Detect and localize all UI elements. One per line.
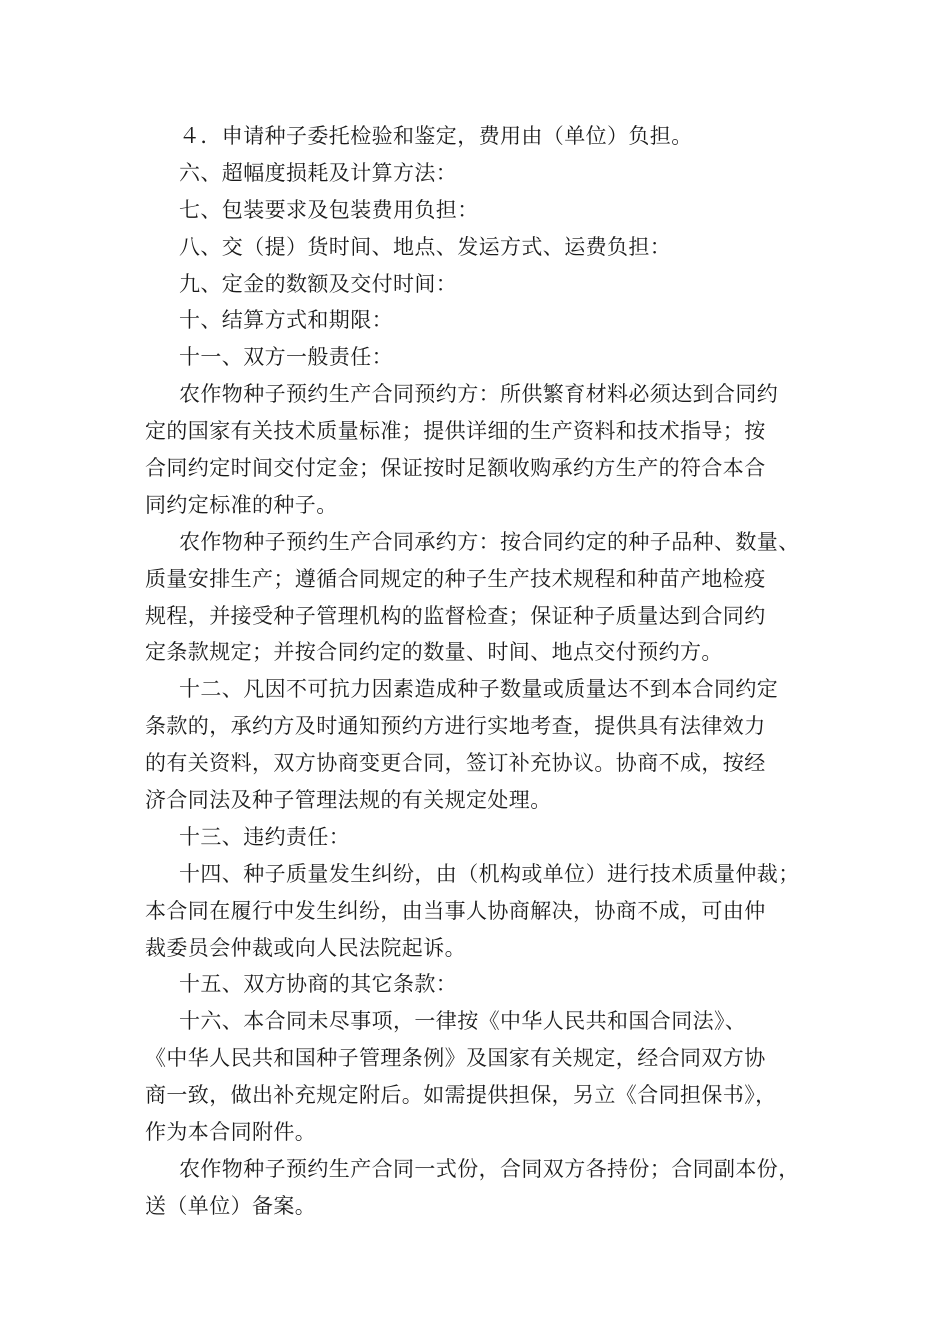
text-line: 九、定金的数额及交付时间： <box>179 271 458 296</box>
text-line: 合同约定时间交付定金；保证按时足额收购承约方生产的符合本合 <box>145 456 766 481</box>
text-line: 农作物种子预约生产合同一式份，合同双方各持份；合同副本份， <box>179 1156 800 1181</box>
text-line: 七、包装要求及包装费用负担： <box>179 197 479 222</box>
text-line: 十五、双方协商的其它条款： <box>179 972 458 997</box>
text-line: 条款的，承约方及时通知预约方进行实地考查，提供具有法律效力 <box>145 714 766 739</box>
text-line: 十六、本合同未尽事项，一律按《中华人民共和国合同法》、 <box>179 1009 747 1034</box>
text-line: 十、结算方式和期限： <box>179 308 393 333</box>
text-line: 定条款规定；并按合同约定的数量、时间、地点交付预约方。 <box>145 640 723 665</box>
text-line: 同约定标准的种子。 <box>145 492 338 517</box>
text-line: 十三、违约责任： <box>179 824 351 849</box>
text-line: 作为本合同附件。 <box>145 1120 317 1145</box>
text-line: 农作物种子预约生产合同预约方：所供繁育材料必须达到合同约 <box>179 382 779 407</box>
text-line: 八、交（提）货时间、地点、发运方式、运费负担： <box>179 234 672 259</box>
text-line: 的有关资料，双方协商变更合同，签订补充协议。协商不成，按经 <box>145 751 766 776</box>
text-line: 农作物种子预约生产合同承约方：按合同约定的种子品种、数量、 <box>179 529 800 554</box>
text-line: 规程，并接受种子管理机构的监督检查；保证种子质量达到合同约 <box>145 603 766 628</box>
text-line: 商一致，做出补充规定附后。如需提供担保，另立《合同担保书》， <box>145 1083 777 1108</box>
text-line: 十一、双方一般责任： <box>179 345 393 370</box>
text-line: 十四、种子质量发生纠纷，由（机构或单位）进行技术质量仲裁； <box>179 861 800 886</box>
text-line: 六、超幅度损耗及计算方法： <box>179 160 458 185</box>
text-line: 十二、凡因不可抗力因素造成种子数量或质量达不到本合同约定 <box>179 677 779 702</box>
text-line: ４．申请种子委托检验和鉴定，费用由（单位）负担。 <box>179 124 693 148</box>
text-line: 定的国家有关技术质量标准；提供详细的生产资料和技术指导；按 <box>145 419 766 444</box>
text-line: 济合同法及种子管理法规的有关规定处理。 <box>145 788 552 813</box>
text-line: 本合同在履行中发生纠纷，由当事人协商解决，协商不成，可由仲 <box>145 898 766 923</box>
text-line: 送（单位）备案。 <box>145 1193 317 1218</box>
text-line: 质量安排生产；遵循合同规定的种子生产技术规程和种苗产地检疫 <box>145 566 766 591</box>
text-line: 《中华人民共和国种子管理条例》及国家有关规定，经合同双方协 <box>145 1046 766 1071</box>
contract-text <box>145 118 821 1225</box>
text-line: 裁委员会仲裁或向人民法院起诉。 <box>145 935 466 960</box>
